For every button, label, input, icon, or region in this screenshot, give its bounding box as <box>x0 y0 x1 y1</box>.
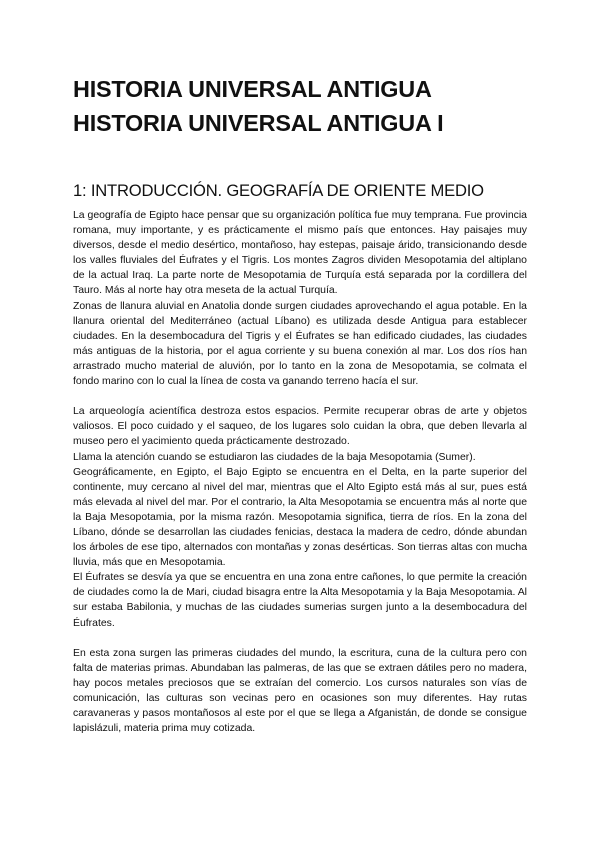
paragraph: La arqueología acientífica destroza estos espacios. Permite recuperar obras de arte y objetos valiosos. El poco cuidado y el saqueo, de los lugares solo cuidan la obra, que deben llevarla al museo pero el yacimiento queda prácticamente destrozado. <box>73 406 527 448</box>
paragraph: La geografía de Egipto hace pensar que su organización política fue muy temprana. Fue provincia romana, muy importante, y es prácticamente el mismo país que entonces. Hay paisajes muy diversos, desde el medio desértico, montañoso, hay estepas, paisaje árido, transicionando desde los valles fluviales del Éufrates y el Tigris. Los montes Zagros dividen Mesopotamia del altiplano de la actual Iraq. La parte norte de Mesopotamia de Turquía está separada por la cordillera del Tauro. Más al norte hay otra meseta de la actual Turquía. <box>73 210 527 297</box>
paragraph: El Éufrates se desvía ya que se encuentra en una zona entre cañones, lo que permite la creación de ciudades como la de Mari, ciudad bisagra entre la Alta Mesopotamia y la Baja Mesopotamia. Al sur estaba Babilonia, y muchas de las ciudades sumerias surgen junto a la desembocadura del Éufrates. <box>73 572 527 629</box>
paragraph: Geográficamente, en Egipto, el Bajo Egipto se encuentra en el Delta, en la parte superior del continente, muy cercano al nivel del mar, mientras que el Alto Egipto está más al sur, pues está más elevada al nivel del mar. Por el contrario, la Alta Mesopotamia se encuentra más al norte que la Baja Mesopotamia, por la misma razón. Mesopotamia significa, tierra de ríos. En la zona del Líbano, dónde se desarrollan las ciudades fenicias, destaca la madera de cedro, dónde abundan los árboles de ese tipo, alternados con montañas y zonas desérticas. Son tierras altas con mucha lluvia, más que en Mesopotamia. <box>73 466 527 569</box>
section-body <box>73 208 527 736</box>
paragraph: Zonas de llanura aluvial en Anatolia donde surgen ciudades aprovechando el agua potable. En la llanura oriental del Mediterráneo (actual Líbano) es utilizada desde Antigua para establecer ciudades. En la desembocadura del Tigris y el Éufrates se han edificado ciudades, las ciudades más antiguas de la historia, por el agua corriente y su buena conexión al mar. Los dos ríos han arrastrado mucho material de aluvión, por lo tanto en la zona de Mesopotamia, se colmata el fondo marino con lo cual la línea de costa va ganando terreno hacía el sur. <box>73 300 527 388</box>
paragraph: En esta zona surgen las primeras ciudades del mundo, la escritura, cuna de la cultura pero con falta de materias primas. Abundaban las palmeras, de las que se extraen dátiles pero no madera, hay pocos metales preciosos que se extraían del comercio. Los cursos naturales son vías de comunicación, las culturas son vecinas pero en ocasiones son muy diferentes. Hay rutas caravaneras y pasos montañosos al este por el que se llega a Afganistán, de donde se consigue lapislázuli, materia prima muy cotizada. <box>73 647 527 735</box>
document-title-line-2: HISTORIA UNIVERSAL ANTIGUA I <box>73 110 444 136</box>
document-title-line-1: HISTORIA UNIVERSAL ANTIGUA <box>73 76 432 102</box>
paragraph: Llama la atención cuando se estudiaron las ciudades de la baja Mesopotamia (Sumer). <box>73 451 476 463</box>
paragraph-gap <box>73 389 527 404</box>
section-heading: 1: INTRODUCCIÓN. GEOGRAFÍA DE ORIENTE MEDIO <box>73 181 484 200</box>
document-page <box>73 72 527 736</box>
paragraph-gap <box>73 631 527 646</box>
